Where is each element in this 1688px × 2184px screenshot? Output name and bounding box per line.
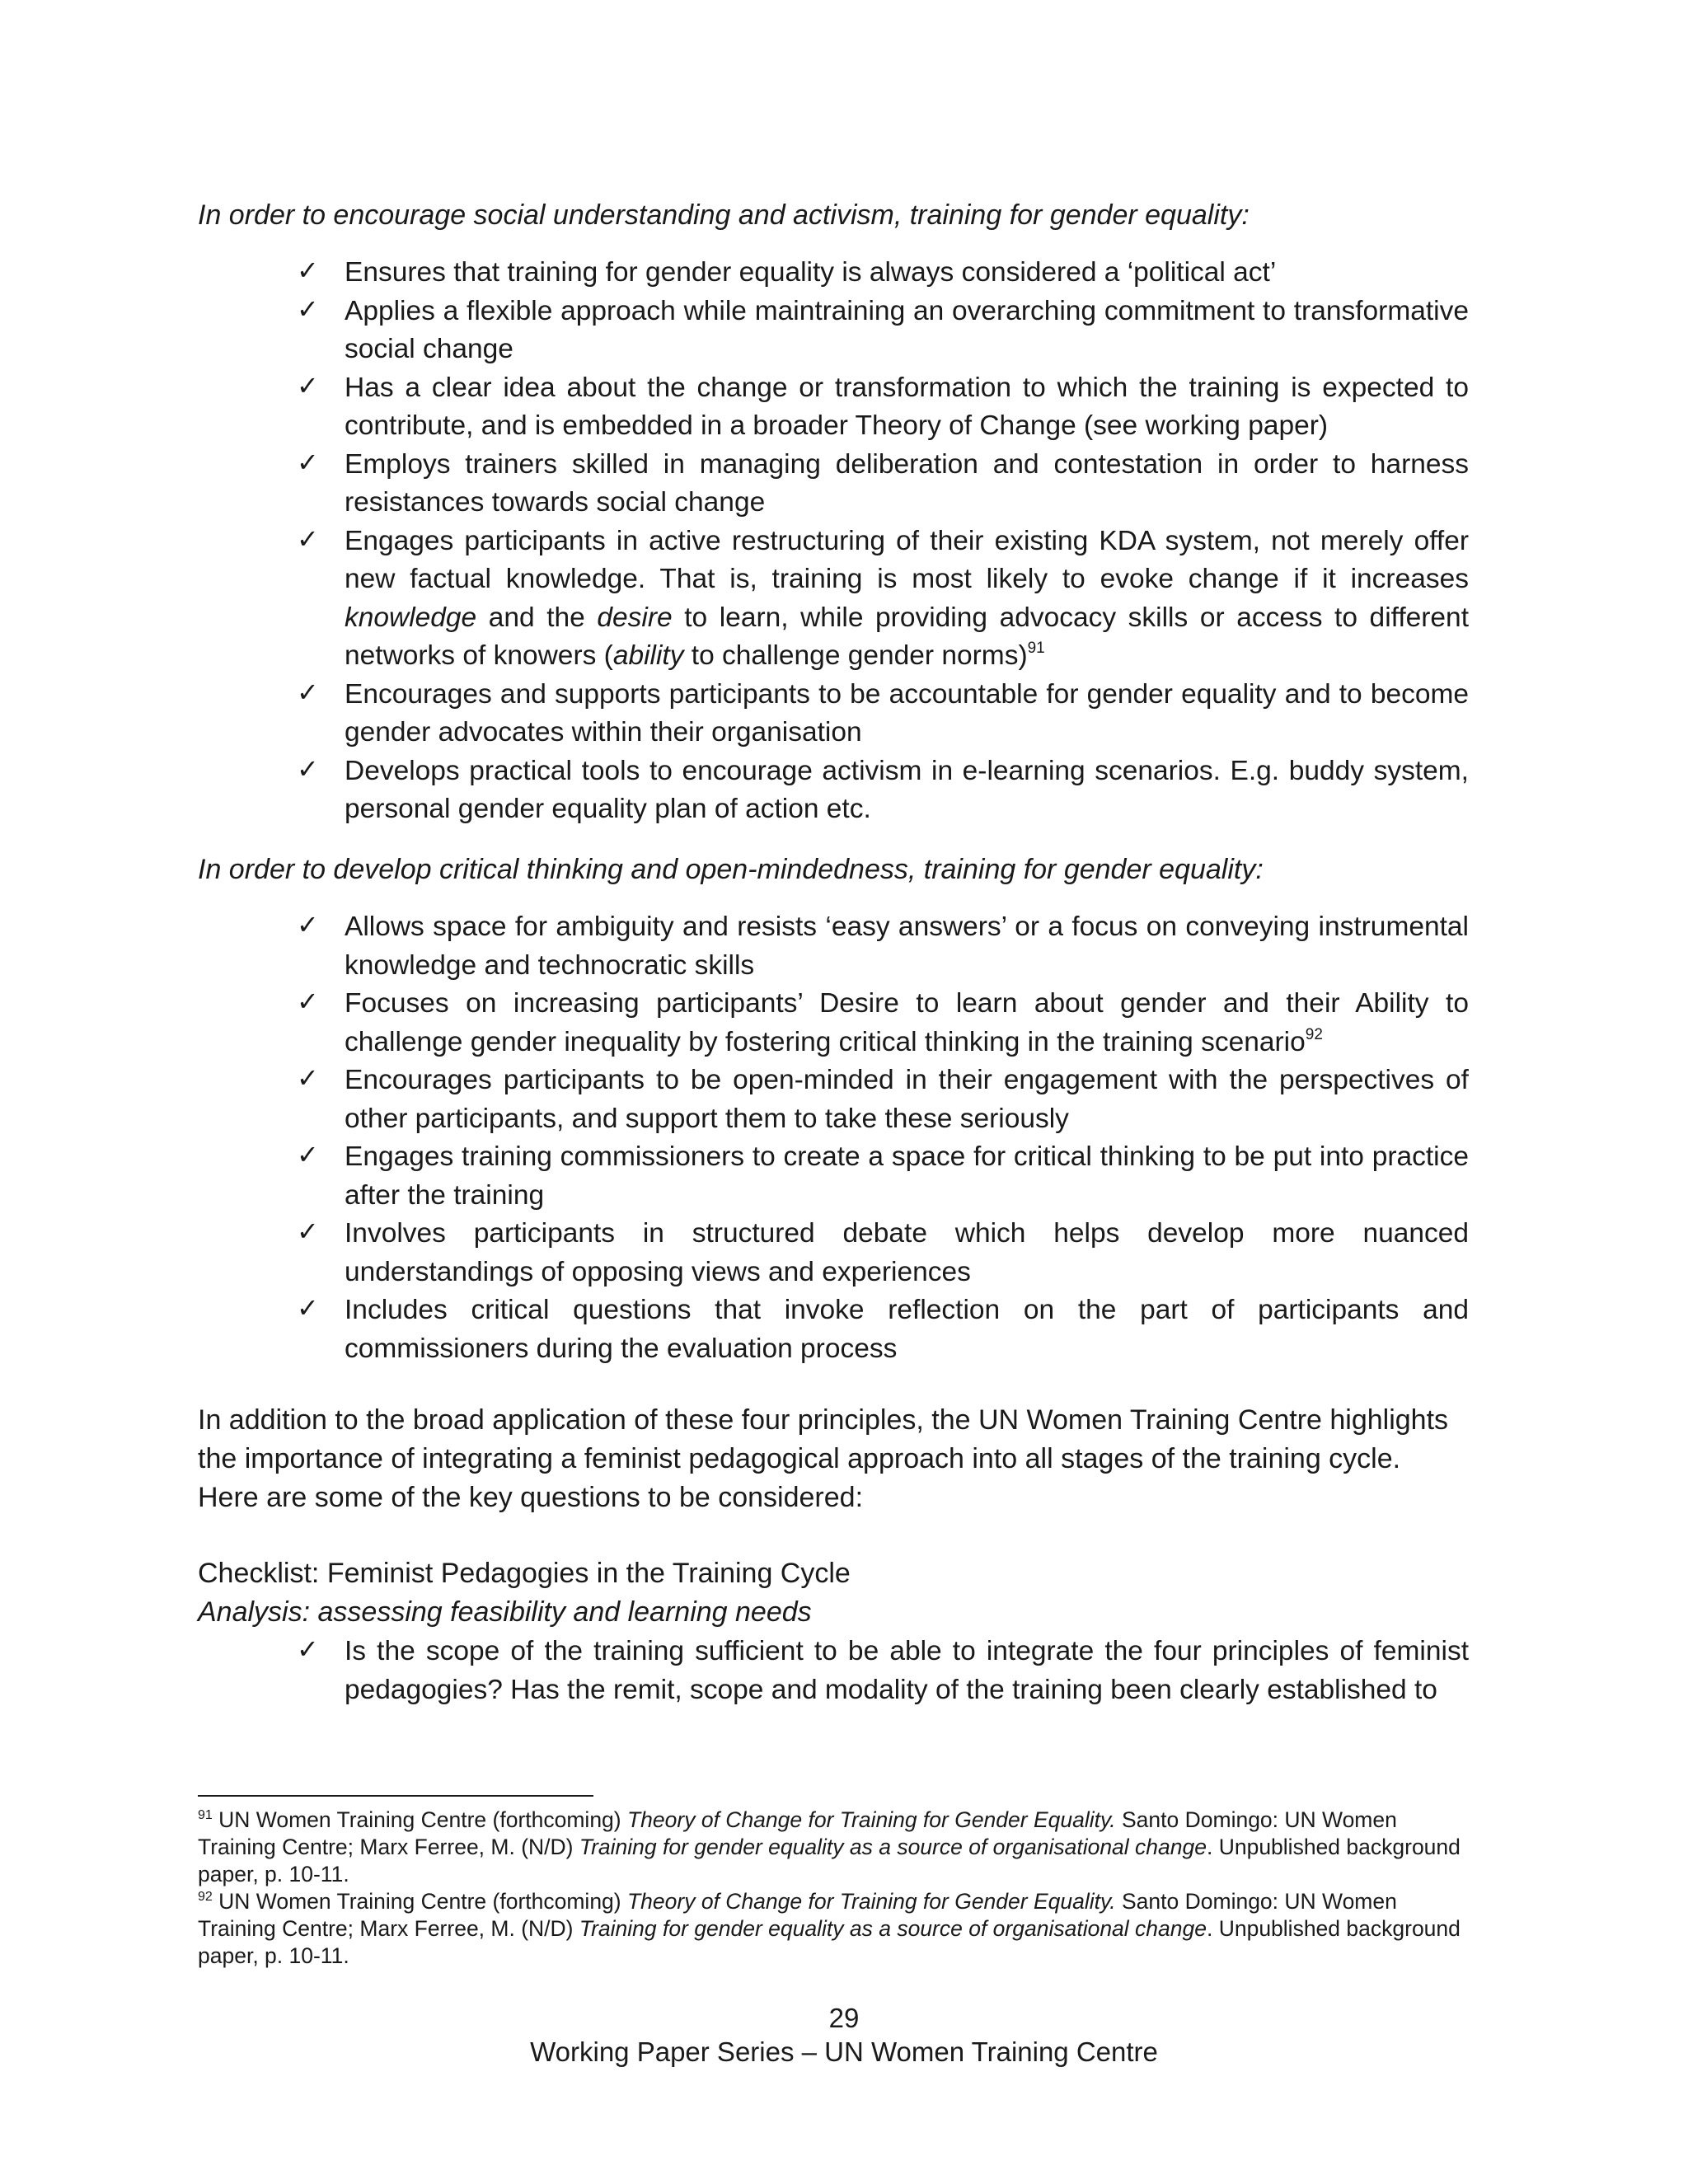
check-mark-icon: ✓ [297, 446, 319, 478]
checklist-analysis [288, 1633, 1469, 1709]
check-mark-icon: ✓ [297, 1216, 319, 1247]
page-number: 29 [828, 2003, 860, 2033]
checklist-activism [288, 254, 1469, 829]
list-item: ✓ Has a clear idea about the change or transformation to which the training is expected to contribute, and is embedded in a broader Theory of Change (see working paper) [297, 369, 1469, 441]
check-mark-icon: ✓ [297, 1062, 319, 1094]
list-item: ✓ Focuses on increasing participants’ Desire to learn about gender and their Ability to challenge gender inequality by fostering critical thinking in the training scenario$^{92}$ [297, 986, 1469, 1057]
checklist-title: Checklist: Feminist Pedagogies in the Training Cycle [198, 1558, 851, 1589]
list-item: ✓ Engages training commissioners to create a space for critical thinking to be put into practice after the training [297, 1139, 1469, 1211]
check-mark-icon: ✓ [297, 752, 319, 785]
check-mark-icon: ✓ [297, 1139, 319, 1170]
page-footer [0, 2001, 1688, 2069]
checklist-critical-thinking [288, 908, 1469, 1368]
checklist-subtitle: Analysis: assessing feasibility and learning needs [198, 1596, 812, 1628]
footnote-ref-91[interactable]: 91 [1027, 640, 1045, 657]
footnote-ref-92[interactable]: 92 [1305, 1025, 1323, 1043]
list-item: ✓ Encourages and supports participants to be accountable for gender equality and to become gender advocates within their organisation [297, 676, 1469, 748]
check-mark-icon: ✓ [297, 369, 319, 401]
check-mark-icon: ✓ [297, 293, 319, 325]
list-item: ✓ Allows space for ambiguity and resists ‘easy answers’ or a focus on conveying instrumental knowledge and technocratic skills [297, 909, 1469, 981]
intro-paragraph: In addition to the broad application of these four principles, the UN Women Training Centre highlights the importance of integrating a feminist pedagogical approach into all stages of the training cycle. Here are some of the key questions to be considered: [198, 1404, 1449, 1513]
check-mark-icon: ✓ [297, 909, 319, 940]
section-heading-critical-thinking: In order to develop critical thinking and open-mindedness, training for gender equality: [198, 854, 1264, 885]
check-mark-icon: ✓ [297, 676, 319, 708]
series-title: Working Paper Series – UN Women Training Centre [530, 2036, 1158, 2067]
list-item: ✓ Is the scope of the training sufficient to be able to integrate the four principles of feminist pedagogies? Has the remit, scope and modality of the training been clearly established to [297, 1633, 1469, 1705]
list-item: ✓ Encourages participants to be open-minded in their engagement with the perspectives of other participants, and support them to take these seriously [297, 1062, 1469, 1134]
footnote-91: $^{91}$ UN Women Training Centre (forthcoming) Theory of Change for Training for Gender Equality. Santo Domingo: UN Women Training Centre; Marx Ferree, M. (N/D) Training for gender equality as a source of organisational change. Unpublished background paper, p. 10-11. [198, 1807, 1461, 1886]
check-mark-icon: ✓ [297, 523, 319, 555]
list-item: ✓ Includes critical questions that invoke reflection on the part of participants and commissioners during the evaluation process [297, 1292, 1469, 1364]
list-item: ✓ Employs trainers skilled in managing deliberation and contestation in order to harness resistances towards social change [297, 446, 1469, 518]
check-mark-icon: ✓ [297, 986, 319, 1017]
list-item: ✓ Applies a flexible approach while maintraining an overarching commitment to transformative social change [297, 293, 1469, 364]
check-mark-icon: ✓ [297, 1633, 319, 1665]
list-item: ✓ Engages participants in active restructuring of their existing KDA system, not merely offer new factual knowledge. That is, training is most likely to evoke change if it increases knowledge and the desire to learn, while providing advocacy skills or access to different networks of knowers (ability to challenge gender norms)$^{91}$ [297, 523, 1469, 671]
footnotes [198, 1807, 1469, 1970]
footnote-divider [198, 1795, 593, 1797]
check-mark-icon: ✓ [297, 255, 319, 286]
list-item: ✓ Involves participants in structured debate which helps develop more nuanced understandings of opposing views and experiences [297, 1216, 1469, 1287]
section-heading-activism: In order to encourage social understanding and activism, training for gender equality: [198, 199, 1250, 231]
footnote-92: $^{92}$ UN Women Training Centre (forthcoming) Theory of Change for Training for Gender Equality. Santo Domingo: UN Women Training Centre; Marx Ferree, M. (N/D) Training for gender equality as a source of organisational change. Unpublished background paper, p. 10-11. [198, 1889, 1461, 1968]
check-mark-icon: ✓ [297, 1292, 319, 1324]
list-item: ✓ Develops practical tools to encourage activism in e-learning scenarios. E.g. buddy system, personal gender equality plan of action etc. [297, 752, 1469, 824]
list-item: ✓ Ensures that training for gender equality is always considered a ‘political act’ [288, 254, 1469, 293]
